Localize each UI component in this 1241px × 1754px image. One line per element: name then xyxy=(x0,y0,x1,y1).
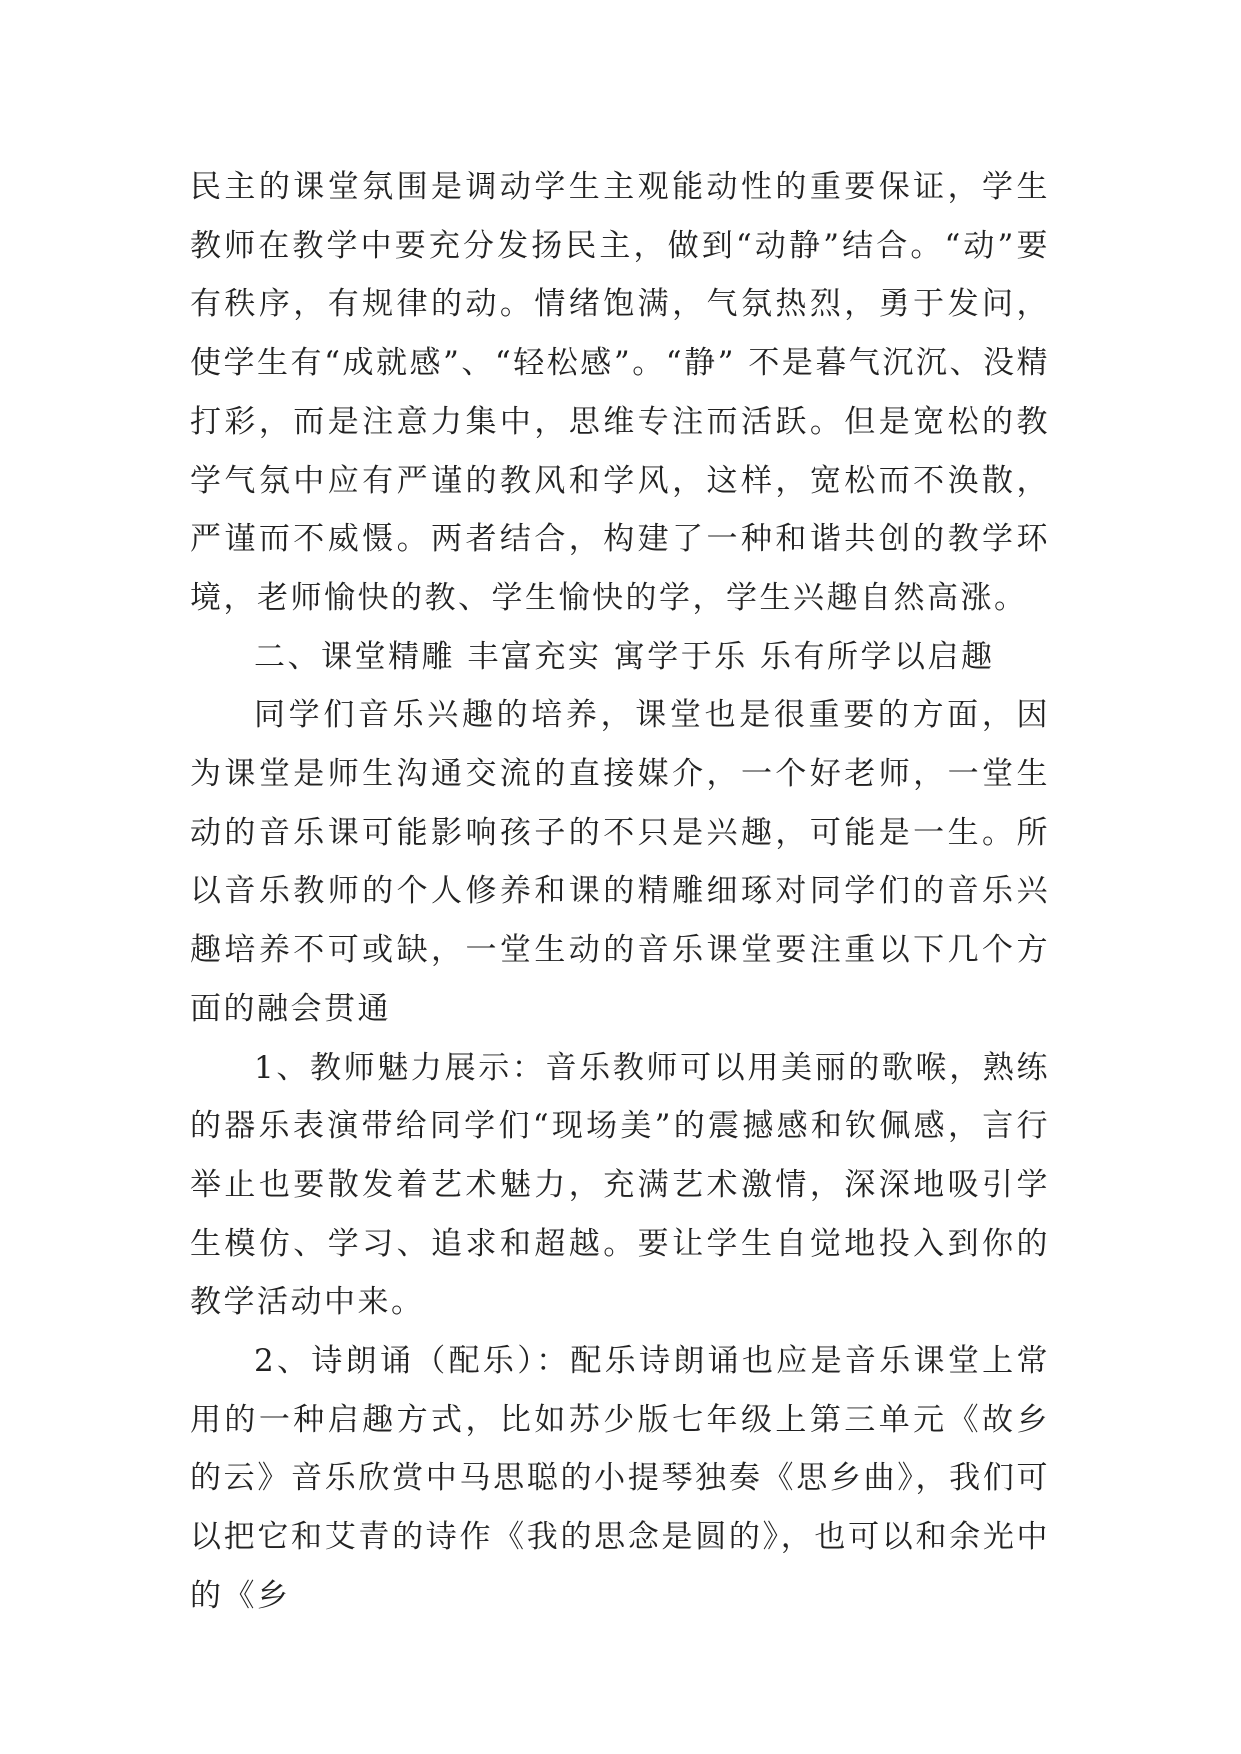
paragraph-teacher-charm: 1、教师魅力展示：音乐教师可以用美丽的歌喉，熟练的器乐表演带给同学们“现场美”的震撼感和钦佩感，言行举止也要散发着艺术魅力，充满艺术激情，深深地吸引学生模仿、学习、追求和超越。要让学生自觉地投入到你的教学活动中来。 xyxy=(190,1049,1050,1321)
document-body xyxy=(190,158,1050,1626)
paragraph-democratic-classroom: 民主的课堂氛围是调动学生主观能动性的重要保证，学生教师在教学中要充分发扬民主，做到“动静”结合。“动”要有秩序，有规律的动。情绪饱满，气氛热烈，勇于发问，使学生有“成就感”、“轻松感”。“静” 不是暮气沉沉、没精打彩，而是注意力集中，思维专注而活跃。但是宽松的教学气氛中应有严谨的教风和学风，这样，宽松而不涣散，严谨而不威慑。两者结合，构建了一种和谐共创的教学环境，老师愉快的教、学生愉快的学，学生兴趣自然高涨。 xyxy=(190,169,1050,616)
paragraph-music-interest: 同学们音乐兴趣的培养，课堂也是很重要的方面，因为课堂是师生沟通交流的直接媒介，一个好老师，一堂生动的音乐课可能影响孩子的不只是兴趣，可能是一生。所以音乐教师的个人修养和课的精雕细琢对同学们的音乐兴趣培养不可或缺，一堂生动的音乐课堂要注重以下几个方面的融会贯通 xyxy=(190,697,1050,1027)
paragraph-poetry-recitation: 2、诗朗诵（配乐）：配乐诗朗诵也应是音乐课堂上常用的一种启趣方式，比如苏少版七年级上第三单元《故乡的云》音乐欣赏中马思聪的小提琴独奏《思乡曲》，我们可以把它和艾青的诗作《我的思念是圆的》，也可以和余光中的《乡 xyxy=(190,1343,1050,1614)
section-heading-two: 二、课堂精雕 丰富充实 寓学于乐 乐有所学以启趣 xyxy=(254,638,995,675)
